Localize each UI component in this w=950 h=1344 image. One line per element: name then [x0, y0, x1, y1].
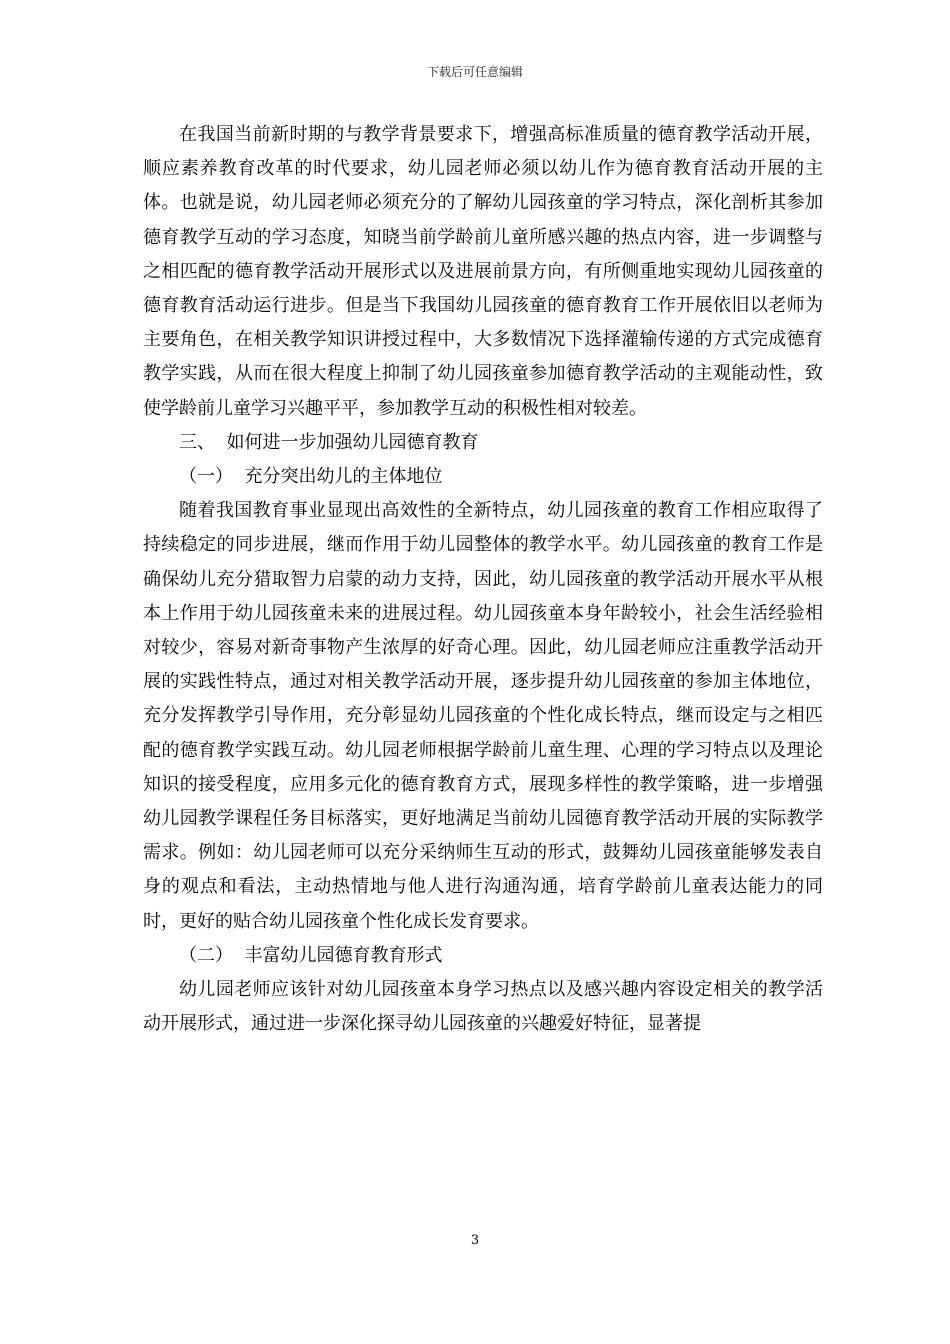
body-text [143, 118, 823, 1041]
page-header: 下载后可任意编辑 [426, 65, 523, 79]
paragraph-2: 随着我国教育事业显现出高效性的全新特点，幼儿园孩童的教育工作相应取得了持续稳定的同步进展，继而作用于幼儿园整体的教学水平。幼儿园孩童的教育工作是确保幼儿充分猎取智力启蒙的动力支持，因此，幼儿园孩童的教学活动开展水平从根本上作用于幼儿园孩童未来的进展过程。幼儿园孩童本身年龄较小，社会生活经验相对较少，容易对新奇事物产生浓厚的好奇心理。因此，幼儿园老师应注重教学活动开展的实践性特点，通过对相关教学活动开展，逐步提升幼儿园孩童的参加主体地位，充分发挥教学引导作用，充分彰显幼儿园孩童的个性化成长特点，继而设定与之相匹配的德育教学实践互动。幼儿园老师根据学龄前儿童生理、心理的学习特点以及理论知识的接受程度，应用多元化的德育教育方式，展现多样性的教学策略，进一步增强幼儿园教学课程任务目标落实，更好地满足当前幼儿园德育教学活动开展的实际教学需求。例如：幼儿园老师可以充分采纳师生互动的形式，鼓舞幼儿园孩童能够发表自身的观点和看法，主动热情地与他人进行沟通沟通，培育学龄前儿童表达能力的同时，更好的贴合幼儿园孩童个性化成长发育要求。 [143, 500, 823, 932]
page-number: 3 [470, 1233, 480, 1248]
subsection-2-heading: （二） 丰富幼儿园德育教育形式 [179, 944, 443, 966]
subsection-1-heading: （一） 充分突出幼儿的主体地位 [179, 466, 443, 488]
section-3-heading: 三、 如何进一步加强幼儿园德育教育 [179, 431, 479, 453]
paragraph-3: 幼儿园老师应该针对幼儿园孩童本身学习热点以及感兴趣内容设定相关的教学活动开展形式，通过进一步深化探寻幼儿园孩童的兴趣爱好特征，显著提 [143, 979, 823, 1035]
paragraph-1: 在我国当前新时期的与教学背景要求下，增强高标准质量的德育教学活动开展，顺应素养教育改革的时代要求，幼儿园老师必须以幼儿作为德育教育活动开展的主体。也就是说，幼儿园老师必须充分的了解幼儿园孩童的学习特点，深化剖析其参加德育教学互动的学习态度，知晓当前学龄前儿童所感兴趣的热点内容，进一步调整与之相匹配的德育教学活动开展形式以及进展前景方向，有所侧重地实现幼儿园孩童的德育教育活动运行进步。但是当下我国幼儿园孩童的德育教育工作开展依旧以老师为主要角色，在相关教学知识讲授过程中，大多数情况下选择灌输传递的方式完成德育教学实践，从而在很大程度上抑制了幼儿园孩童参加德育教学活动的主观能动性，致使学龄前儿童学习兴趣平平，参加教学互动的积极性相对较差。 [143, 124, 823, 419]
